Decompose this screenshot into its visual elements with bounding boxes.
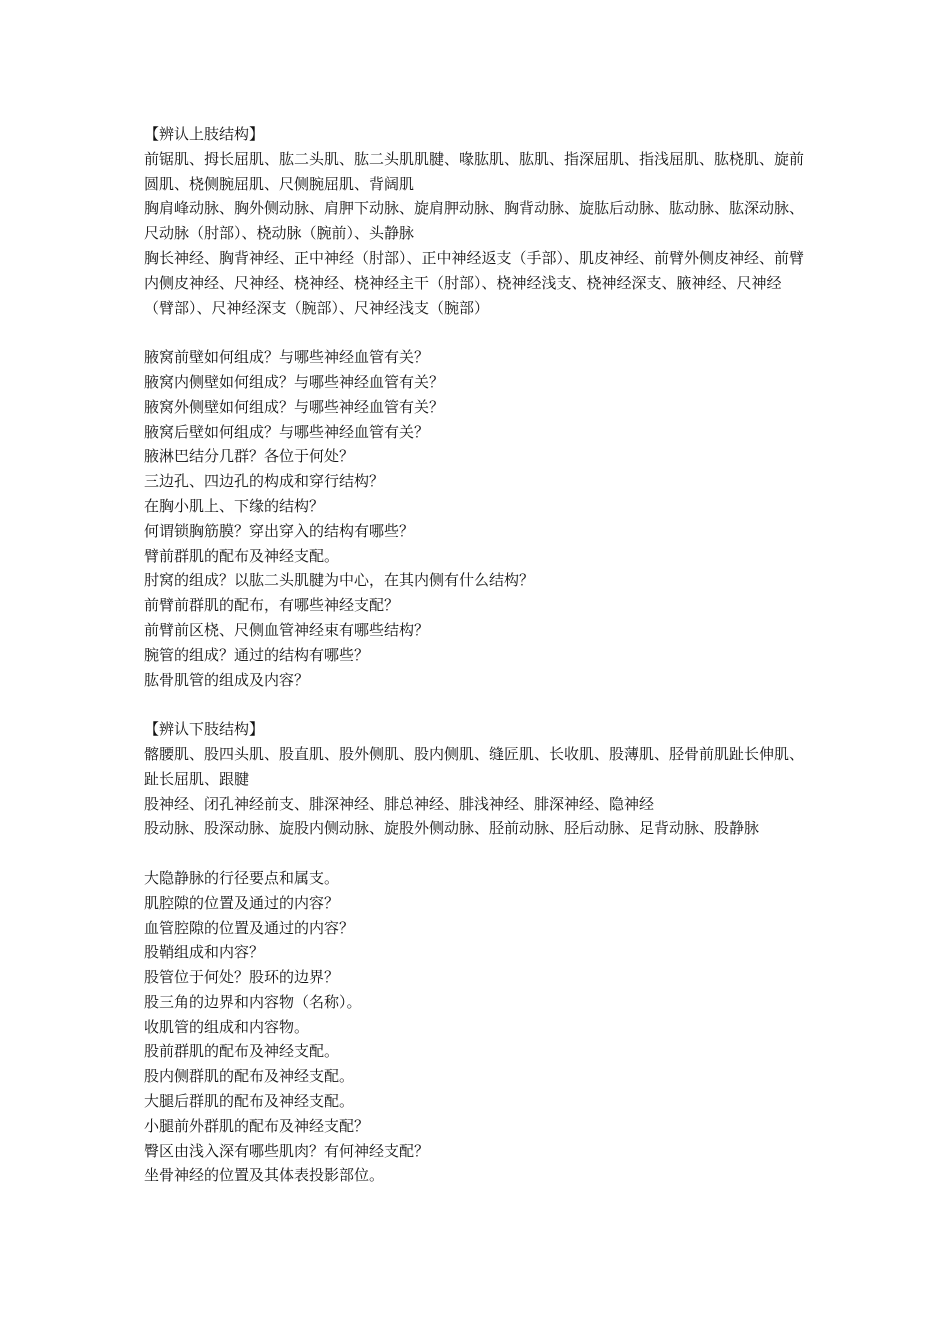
- question-item: 肱骨肌管的组成及内容？: [144, 670, 310, 689]
- question-item: 股鞘组成和内容？: [144, 943, 265, 962]
- question-item: 腋淋巴结分几群？各位于何处？: [144, 447, 355, 466]
- question-item: 臂前群肌的配布及神经支配。: [144, 546, 340, 565]
- question-item: 股管位于何处？股环的边界？: [144, 968, 340, 987]
- lower-limb-muscles: 髂腰肌、股四头肌、股直肌、股外侧肌、股内侧肌、缝匠肌、长收肌、股薄肌、胫骨前肌趾长伸肌、趾长屈肌、跟腱: [144, 744, 805, 788]
- question-item: 小腿前外群肌的配布及神经支配？: [144, 1116, 370, 1135]
- question-item: 肘窝的组成？以肱二头肌腱为中心，在其内侧有什么结构？: [144, 571, 535, 590]
- lower-limb-heading: 【辨认下肢结构】: [144, 720, 265, 739]
- question-item: 股前群肌的配布及神经支配。: [144, 1042, 340, 1061]
- upper-limb-muscles: 前锯肌、拇长屈肌、肱二头肌、肱二头肌肌腱、喙肱肌、肱肌、指深屈肌、指浅屈肌、肱桡肌、旋前圆肌、桡侧腕屈肌、尺侧腕屈肌、背阔肌: [144, 149, 805, 193]
- question-item: 腕管的组成？通过的结构有哪些？: [144, 645, 370, 664]
- question-item: 收肌管的组成和内容物。: [144, 1017, 310, 1036]
- question-item: 臀区由浅入深有哪些肌肉？有何神经支配？: [144, 1141, 430, 1160]
- question-item: 腋窝内侧壁如何组成？与哪些神经血管有关？: [144, 372, 445, 391]
- question-item: 大隐静脉的行径要点和属支。: [144, 868, 340, 887]
- lower-limb-nerves: 股神经、闭孔神经前支、腓深神经、腓总神经、腓浅神经、腓深神经、隐神经: [144, 794, 655, 813]
- spacer: [144, 841, 809, 866]
- question-item: 前臂前区桡、尺侧血管神经束有哪些结构？: [144, 620, 430, 639]
- question-item: 血管腔隙的位置及通过的内容？: [144, 918, 355, 937]
- question-item: 腋窝外侧壁如何组成？与哪些神经血管有关？: [144, 397, 445, 416]
- spacer: [144, 320, 809, 345]
- question-item: 股内侧群肌的配布及神经支配。: [144, 1067, 355, 1086]
- upper-limb-nerves: 胸长神经、胸背神经、正中神经（肘部）、正中神经返支（手部）、肌皮神经、前臂外侧皮神经、前臂内侧皮神经、尺神经、桡神经、桡神经主干（肘部）、桡神经浅支、桡神经深支、腋神经、尺神经（臂部）、尺神经深支（腕部）、尺神经浅支（腕部）: [144, 248, 805, 317]
- lower-questions-list: [144, 866, 809, 1188]
- upper-limb-heading: 【辨认上肢结构】: [144, 125, 265, 143]
- question-item: 坐骨神经的位置及其体表投影部位。: [144, 1166, 385, 1185]
- spacer: [144, 692, 809, 717]
- lower-limb-arteries: 股动脉、股深动脉、旋股内侧动脉、旋股外侧动脉、胫前动脉、胫后动脉、足背动脉、股静脉: [144, 819, 760, 838]
- question-item: 腋窝前壁如何组成？与哪些神经血管有关？: [144, 348, 430, 367]
- question-item: 大腿后群肌的配布及神经支配。: [144, 1092, 355, 1111]
- question-item: 腋窝后壁如何组成？与哪些神经血管有关？: [144, 422, 430, 441]
- upper-limb-arteries: 胸肩峰动脉、胸外侧动脉、肩胛下动脉、旋肩胛动脉、胸背动脉、旋肱后动脉、肱动脉、肱深动脉、尺动脉（肘部）、桡动脉（腕前）、头静脉: [144, 199, 805, 243]
- question-item: 前臂前群肌的配布，有哪些神经支配？: [144, 596, 400, 615]
- question-item: 股三角的边界和内容物（名称）。: [144, 992, 362, 1011]
- question-item: 在胸小肌上、下缘的结构？: [144, 496, 325, 515]
- document-page: [144, 122, 809, 1188]
- question-item: 何谓锁胸筋膜？穿出穿入的结构有哪些？: [144, 521, 415, 540]
- question-item: 三边孔、四边孔的构成和穿行结构？: [144, 472, 385, 491]
- upper-questions-list: [144, 345, 809, 692]
- question-item: 肌腔隙的位置及通过的内容？: [144, 893, 340, 912]
